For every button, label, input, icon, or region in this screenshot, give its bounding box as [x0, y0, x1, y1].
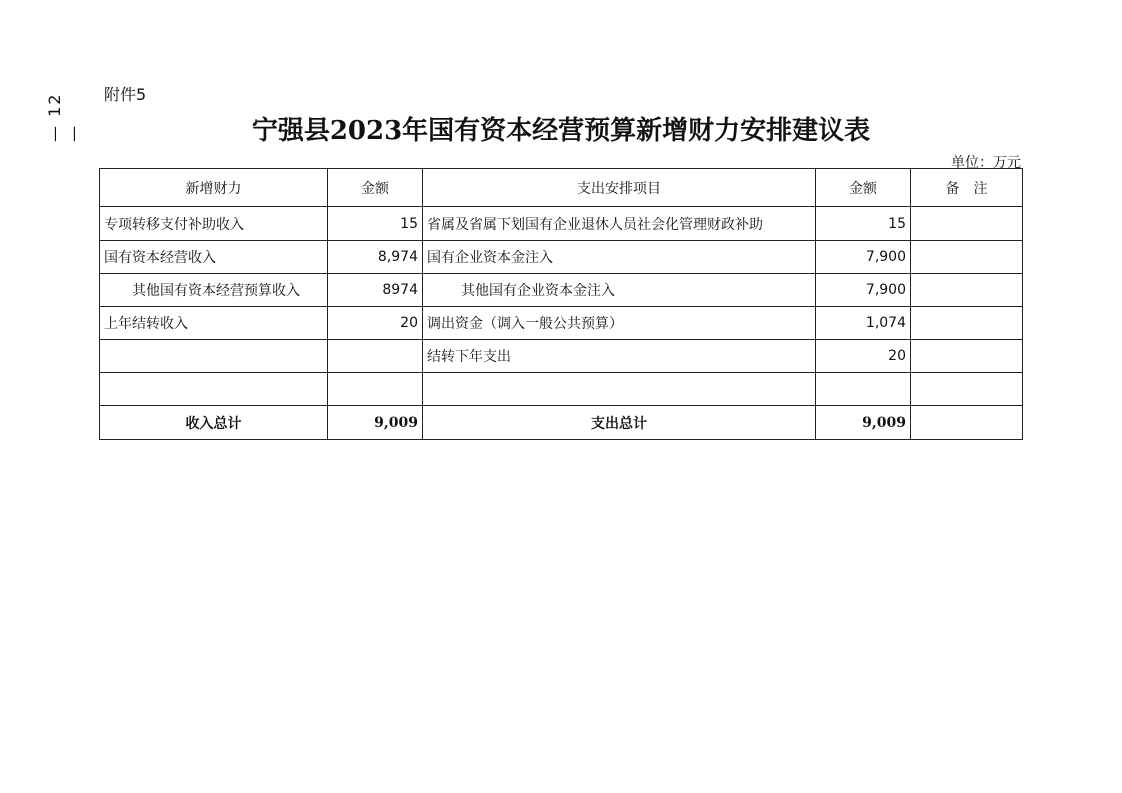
remark-cell — [911, 307, 1023, 340]
income-cell: 其他国有资本经营预算收入 — [100, 274, 328, 307]
expense-amount-cell: 1,074 — [816, 307, 911, 340]
header-remark: 备注 — [911, 169, 1023, 207]
income-cell: 国有资本经营收入 — [100, 241, 328, 274]
expense-amount-cell — [816, 373, 911, 406]
table-row — [100, 340, 1023, 373]
expense-total-label: 支出总计 — [423, 406, 816, 440]
total-row — [100, 406, 1023, 440]
expense-cell — [423, 373, 816, 406]
income-cell: 专项转移支付补助收入 — [100, 207, 328, 241]
remark-cell — [911, 340, 1023, 373]
header-income: 新增财力 — [100, 169, 328, 207]
table-row — [100, 373, 1023, 406]
expense-cell: 其他国有企业资本金注入 — [423, 274, 816, 307]
expense-cell: 省属及省属下划国有企业退休人员社会化管理财政补助 — [423, 207, 816, 241]
remark-cell — [911, 241, 1023, 274]
expense-cell: 国有企业资本金注入 — [423, 241, 816, 274]
expense-amount-cell: 15 — [816, 207, 911, 241]
total-remark-cell — [911, 406, 1023, 440]
remark-cell — [911, 274, 1023, 307]
table-row — [100, 207, 1023, 241]
table-row — [100, 241, 1023, 274]
income-amount-cell: 20 — [328, 307, 423, 340]
income-amount-cell — [328, 373, 423, 406]
page-number: — 12 — — [45, 92, 83, 142]
income-amount-cell: 8974 — [328, 274, 423, 307]
document-title: 宁强县2023年国有资本经营预算新增财力安排建议表 — [251, 116, 871, 146]
header-expense-item: 支出安排项目 — [423, 169, 816, 207]
income-cell — [100, 340, 328, 373]
remark-cell — [911, 373, 1023, 406]
attachment-label: 附件5 — [104, 85, 147, 104]
table-row — [100, 307, 1023, 340]
table-header-row — [100, 169, 1023, 207]
income-amount-cell: 15 — [328, 207, 423, 241]
header-income-amount: 金额 — [328, 169, 423, 207]
income-total-label: 收入总计 — [100, 406, 328, 440]
expense-amount-cell: 7,900 — [816, 274, 911, 307]
income-cell: 上年结转收入 — [100, 307, 328, 340]
table-row — [100, 274, 1023, 307]
expense-amount-cell: 20 — [816, 340, 911, 373]
expense-amount-cell: 7,900 — [816, 241, 911, 274]
budget-table — [99, 168, 1023, 440]
income-cell — [100, 373, 328, 406]
header-expense-amount: 金额 — [816, 169, 911, 207]
remark-cell — [911, 207, 1023, 241]
expense-cell: 调出资金（调入一般公共预算） — [423, 307, 816, 340]
income-amount-cell — [328, 340, 423, 373]
income-amount-cell: 8,974 — [328, 241, 423, 274]
income-total-value: 9,009 — [328, 406, 423, 440]
expense-total-value: 9,009 — [816, 406, 911, 440]
unit-label: 单位：万元 — [951, 155, 1021, 171]
expense-cell: 结转下年支出 — [423, 340, 816, 373]
